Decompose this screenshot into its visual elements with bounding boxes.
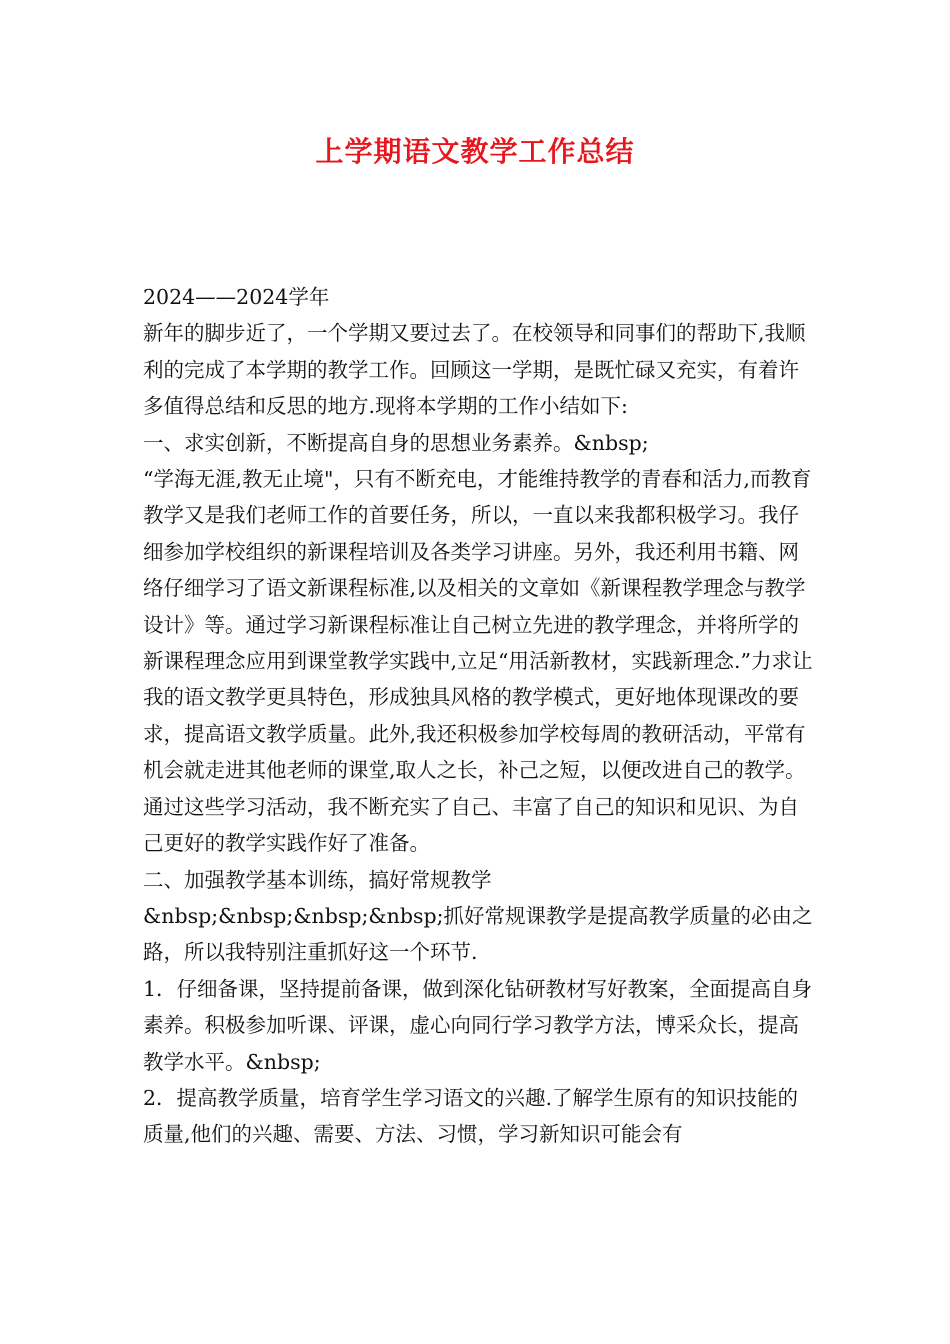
section-2-paragraph: &nbsp;&nbsp;&nbsp;&nbsp;抓好常规课教学是提高教学质量的必由之路，所以我特别注重抓好这一个环节. (143, 903, 813, 965)
school-year-line: 2024——2024学年 (143, 285, 330, 309)
document-body (143, 279, 813, 1153)
list-item-1: 1．仔细备课，坚持提前备课，做到深化钻研教材写好教案，全面提高自身素养。积极参加听课、评课，虚心向同行学习教学方法，博采众长，提高教学水平。&nbsp; (143, 976, 813, 1074)
intro-paragraph: 新年的脚步近了，一个学期又要过去了。在校领导和同事们的帮助下,我顺利的完成了本学期的教学工作。回顾这一学期，是既忙碌又充实，有着许多值得总结和反思的地方.现将本学期的工作小结如下: (143, 321, 806, 419)
section-1-paragraph: “学海无涯,教无止境"，只有不断充电，才能维持教学的青春和活力,而教育教学又是我们老师工作的首要任务，所以，一直以来我都积极学习。我仔细参加学校组织的新课程培训及各类学习讲座。另外，我还利用书籍、网络仔细学习了语文新课程标准,以及相关的文章如《新课程教学理念与教学设计》等。通过学习新课程标准让自己树立先进的教学理念，并将所学的新课程理念应用到课堂教学实践中,立足“用活新教材，实践新理念.”力求让我的语文教学更具特色，形成独具风格的教学模式，更好地体现课改的要求，提高语文教学质量。此外,我还积极参加学校每周的教研活动，平常有机会就走进其他老师的课堂,取人之长，补己之短，以便改进自己的教学。通过这些学习活动，我不断充实了自己、丰富了自己的知识和见识、为自己更好的教学实践作好了准备。 (143, 467, 813, 856)
list-item-2: 2．提高教学质量，培育学生学习语文的兴趣.了解学生原有的知识技能的质量,他们的兴趣、需要、方法、习惯，学习新知识可能会有 (143, 1085, 799, 1147)
section-heading-1: 一、求实创新，不断提高自身的思想业务素养。&nbsp; (143, 430, 649, 455)
document-title: 上学期语文教学工作总结 (315, 135, 635, 168)
section-heading-2: 二、加强教学基本训练，搞好常规教学 (143, 867, 492, 892)
